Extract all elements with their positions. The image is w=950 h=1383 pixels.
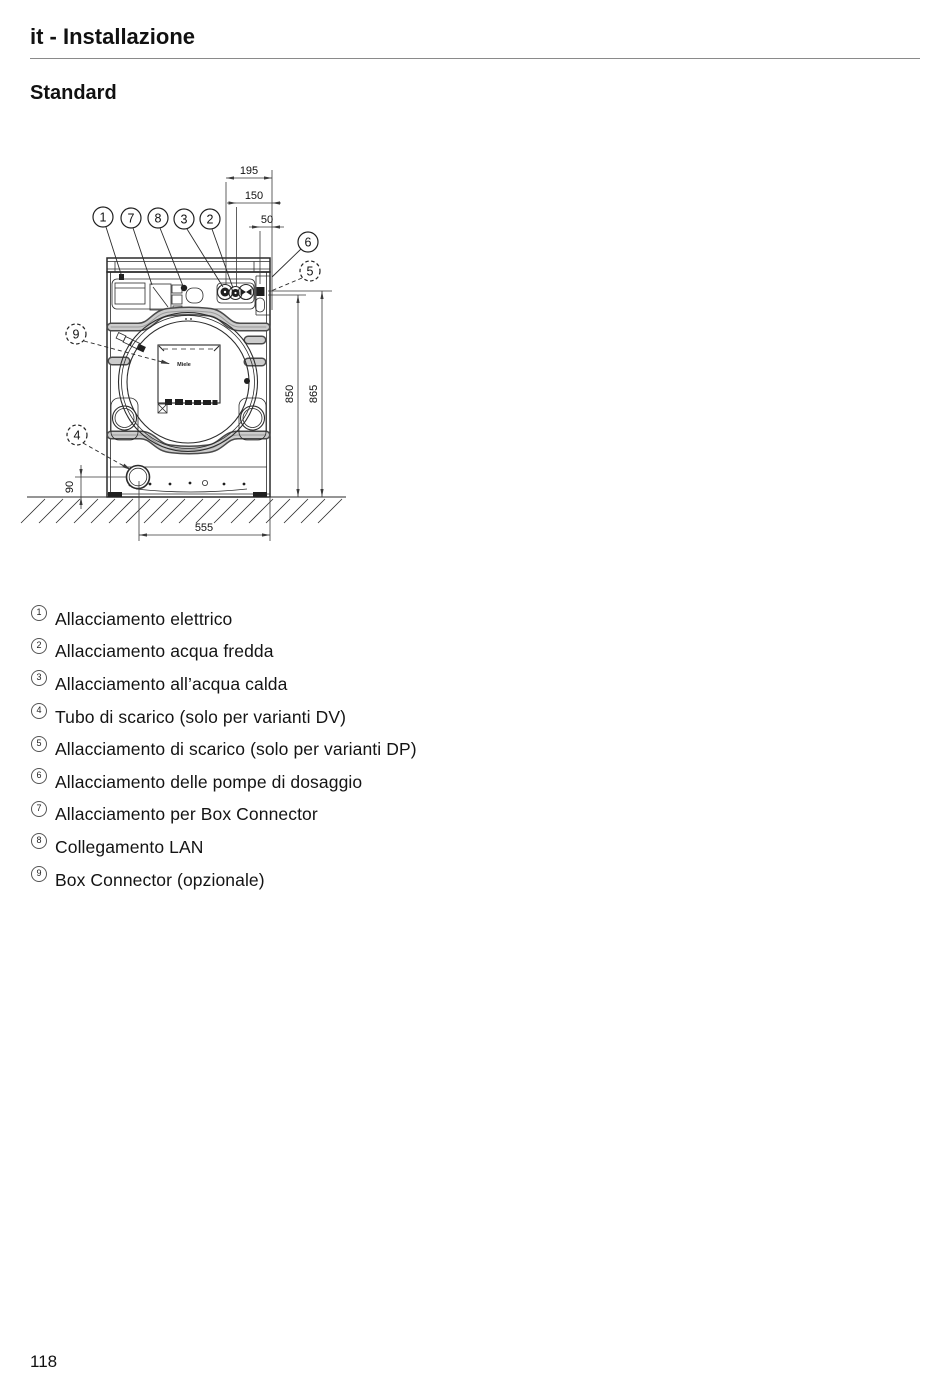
page-number: 118 — [30, 1352, 58, 1371]
callout-2 — [200, 209, 220, 229]
svg-text:150: 150 — [244, 190, 264, 202]
legend-number-badge: 2 — [31, 638, 47, 654]
svg-text:90: 90 — [64, 480, 76, 494]
svg-text:850: 850 — [284, 384, 296, 404]
callout-5 — [300, 261, 320, 281]
legend-item-text: Allacciamento all’acqua calda — [55, 673, 288, 694]
svg-text:195: 195 — [239, 165, 259, 177]
callout-9 — [66, 324, 86, 344]
legend-list — [31, 603, 417, 896]
legend-item-text: Allacciamento elettrico — [55, 608, 233, 629]
rear-panel-ribs — [111, 311, 266, 450]
left-foot — [108, 492, 122, 497]
box-connector-unit — [158, 345, 220, 413]
legend-item-9 — [31, 864, 417, 897]
svg-text:9: 9 — [72, 327, 80, 342]
legend-item-7 — [31, 799, 417, 832]
legend-item-text: Collegamento LAN — [55, 836, 204, 857]
drain-connection — [256, 298, 265, 312]
svg-text:865: 865 — [308, 384, 320, 404]
callout-8 — [148, 208, 168, 228]
svg-text:2: 2 — [206, 212, 214, 227]
callout-3 — [174, 209, 194, 229]
legend-number-badge: 5 — [31, 736, 47, 752]
legend-item-text: Box Connector (opzionale) — [55, 869, 265, 890]
dimension-90 — [64, 465, 127, 509]
legend-item-text: Allacciamento per Box Connector — [55, 804, 318, 825]
right-foot — [253, 492, 267, 497]
legend-number-badge: 4 — [31, 703, 47, 719]
header-divider — [30, 58, 920, 59]
legend-item-5 — [31, 733, 417, 766]
svg-text:4: 4 — [73, 428, 81, 443]
legend-item-4 — [31, 701, 417, 734]
legend-number-badge: 8 — [31, 833, 47, 849]
legend-item-8 — [31, 831, 417, 864]
dimension-850 — [268, 295, 306, 497]
legend-number-badge: 9 — [31, 866, 47, 882]
panel-dot — [244, 378, 250, 384]
svg-text:50: 50 — [260, 214, 274, 226]
drain-hose-outlet — [127, 466, 150, 489]
svg-text:7: 7 — [127, 211, 135, 226]
svg-text:1: 1 — [99, 210, 107, 225]
callout-6 — [298, 232, 318, 252]
dosing-drain-corner — [256, 276, 271, 315]
dimension-555 — [139, 481, 270, 541]
dimension-865 — [268, 291, 332, 497]
legend-number-badge: 3 — [31, 670, 47, 686]
machine-brand-label: Miele — [177, 362, 191, 368]
svg-text:8: 8 — [154, 211, 162, 226]
legend-item-text: Tubo di scarico (solo per varianti DV) — [55, 706, 347, 727]
callout-1 — [93, 207, 113, 227]
svg-text:5: 5 — [306, 264, 314, 279]
lan-port — [181, 285, 187, 291]
dosing-pump-connection — [257, 287, 265, 296]
svg-text:3: 3 — [180, 212, 188, 227]
callout-7 — [121, 208, 141, 228]
machine-rear-view-drawing — [0, 150, 380, 560]
page-header-title: it - Installazione — [30, 24, 196, 49]
legend-item-text: Allacciamento delle pompe di dosaggio — [55, 771, 363, 792]
machine-base — [108, 466, 267, 498]
ground-hatching — [21, 497, 346, 523]
legend-number-badge: 7 — [31, 801, 47, 817]
electrical-connection-box — [115, 283, 145, 304]
svg-text:6: 6 — [304, 235, 312, 250]
legend-item-2 — [31, 636, 417, 669]
legend-item-text: Allacciamento di scarico (solo per varianti DP) — [55, 739, 417, 760]
legend-number-badge: 1 — [31, 605, 47, 621]
section-title: Standard — [30, 82, 117, 104]
callout-4 — [67, 425, 87, 445]
machine-body — [107, 258, 270, 497]
legend-item-1 — [31, 603, 417, 636]
legend-item-3 — [31, 668, 417, 701]
legend-item-text: Allacciamento acqua fredda — [55, 641, 274, 662]
legend-number-badge: 6 — [31, 768, 47, 784]
legend-item-6 — [31, 766, 417, 799]
svg-text:555: 555 — [194, 522, 214, 534]
installation-diagram — [0, 150, 380, 560]
